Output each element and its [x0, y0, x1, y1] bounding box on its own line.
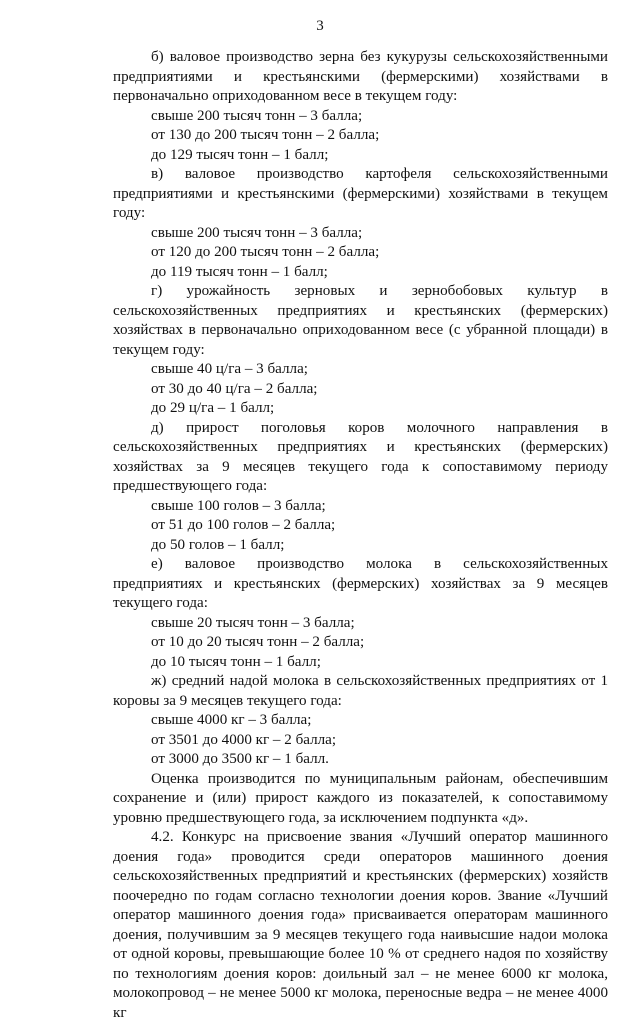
criterion-zh-item: от 3000 до 3500 кг – 1 балл. — [151, 751, 329, 767]
criterion-v-item: до 119 тысяч тонн – 1 балл; — [151, 263, 328, 280]
criterion-g-text: г) урожайность зерновых и зернобобовых культур в сельскохозяйственных предприятиях и крестьянских (фермерских) хозяйствах в первоначально оприходованном весе (с убранной площади) в текущем году: — [113, 283, 608, 358]
page-number: 3 — [316, 18, 324, 34]
assessment-note: Оценка производится по муниципальным районам, обеспечившим сохранение и (или) прирост каждого из показателей, к сопоставимому уровню предшествующего года, за исключением подпункта «д». — [113, 770, 608, 826]
criterion-g-item: до 29 ц/га – 1 балл; — [151, 400, 275, 416]
criterion-d-item: от 51 до 100 голов – 2 балла; — [151, 517, 336, 533]
criterion-zh-item: от 3501 до 4000 кг – 2 балла; — [151, 731, 337, 748]
criterion-v-text: в) валовое производство картофеля сельскохозяйственными предприятиями и крестьянскими (фермерскими) хозяйствами в текущем году: — [113, 166, 608, 221]
criterion-d-text: д) прирост поголовья коров молочного направления в сельскохозяйственных предприятиях и крестьянских (фермерских) хозяйствах за 9 месяцев текущего года к сопоставимому периоду предшествующего года: — [113, 419, 608, 494]
criterion-b-item: свыше 200 тысяч тонн – 3 балла; — [151, 107, 363, 124]
criterion-e-item: до 10 тысяч тонн – 1 балл; — [151, 653, 321, 670]
criterion-b-text: б) валовое производство зерна без кукурузы сельскохозяйственными предприятиями и крестьянскими (фермерскими) хозяйствами в первоначально оприходованном весе в текущем году: — [113, 49, 608, 104]
criterion-e-item: от 10 до 20 тысяч тонн – 2 балла; — [151, 634, 365, 650]
criterion-g-item: от 30 до 40 ц/га – 2 балла; — [151, 380, 318, 397]
criterion-d-item: свыше 100 голов – 3 балла; — [151, 497, 326, 514]
criterion-e-item: свыше 20 тысяч тонн – 3 балла; — [151, 614, 355, 631]
criterion-g-item: свыше 40 ц/га – 3 балла; — [151, 361, 308, 377]
document-body — [113, 48, 608, 1023]
criterion-e-text: е) валовое производство молока в сельскохозяйственных предприятиях и крестьянских (фермерских) хозяйствах за 9 месяцев текущего года: — [113, 556, 608, 611]
criterion-zh-item: свыше 4000 кг – 3 балла; — [151, 712, 312, 728]
criterion-v-item: от 120 до 200 тысяч тонн – 2 балла; — [151, 244, 380, 260]
criterion-v-item: свыше 200 тысяч тонн – 3 балла; — [151, 224, 363, 241]
criterion-d-item: до 50 голов – 1 балл; — [151, 536, 285, 553]
section-4-2: 4.2. Конкурс на присвоение звания «Лучший оператор машинного доения года» проводится среди операторов машинного доения сельскохозяйственных предприятий и крестьянских (фермерских) хозяйств поочередно по годам согласно технологии доения коров. Звание «Лучший оператор машинного доения года» присваивается операторам машинного доения, получившим за 9 месяцев текущего года наивысшие надои молока от одной коровы, превышающие более 10 % от среднего надоя по хозяйству по технологиям доения коров: доильный зал – не менее 6000 кг молока, молокопровод – не менее 5000 кг молока, переносные ведра – не менее 4000 кг — [113, 829, 608, 1021]
criterion-b-item: от 130 до 200 тысяч тонн – 2 балла; — [151, 127, 380, 143]
criterion-b-item: до 129 тысяч тонн – 1 балл; — [151, 146, 329, 163]
criterion-zh-text: ж) средний надой молока в сельскохозяйственных предприятиях от 1 коровы за 9 месяцев текущего года: — [113, 673, 608, 709]
